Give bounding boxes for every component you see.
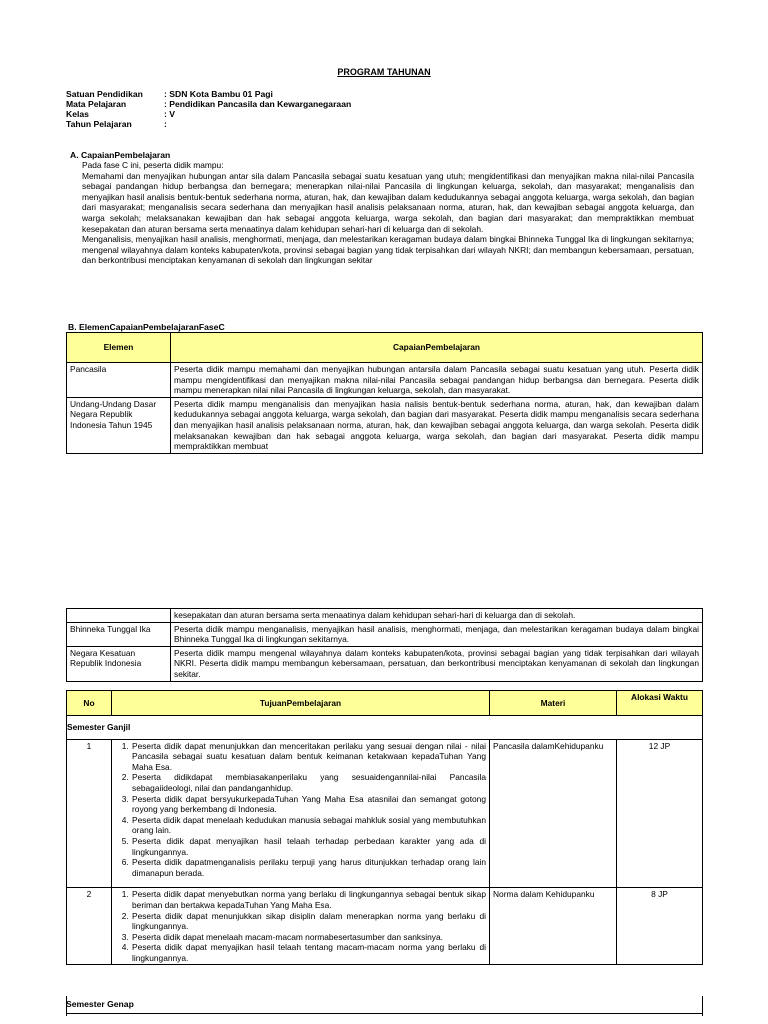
meta-value: : (164, 119, 167, 129)
section-a-paragraph-1: Memahami dan menyajikan hubungan antar sila dalam Pancasila sebagai suatu kesatuan yang utuh; mengidentifikasi dan menyajikan makna nilai-nilai Pancasila sebagai pandangan hidup berbangsa dan bernegara; menerapkan nilai-nilai Pancasila di lingkungan keluarga, sekolah, dan masyarakat; menganalisis dan menyajikan hasil analisis bentuk-bentuk sederhana norma, aturan, hak, dan kewajiban dalam kedudukannya sebagai anggota keluarga, warga sekolah, dan bagian dari masyarakat; menganalisis secara sederhana dan menyajikan hasil analisis pelaksanaan norma, aturan, hak, dan kewajiban sebagai anggota keluarga, dan warga sekolah; melaksanakan kewajiban dan hak sebagai anggota keluarga, warga sekolah, dan bagian dari masyarakat; dan mempraktikkan membuat kesepakatan dan aturan bersama serta menaatinya dalam kehidupan sehari-hari di keluarga dan di sekolah. (82, 170, 694, 234)
cp-cell: Peserta didik mampu menganalisis, menyajikan hasil analisis, menghormati, menjaga, dan melestarikan keragaman budaya dalam bingkai Bhinneka Tunggal Ika di lingkungan sekitarnya. (171, 622, 703, 646)
cp-table-page-1 (66, 332, 703, 454)
table-row (67, 646, 703, 681)
list-item: 1. Peserta didik dapat menunjukkan dan menceritakan perilaku yang sesuai dengan nilai - nilai Pancasila sebagai suatu kesatuan dalam bentuk keimanan ketakwaan kepadaTuhan Yang Maha Esa. (131, 741, 486, 773)
section-a-lead: Pada fase C ini, peserta didik mampu: (82, 160, 224, 170)
meta-row-kelas (66, 109, 351, 119)
meta-label: Tahun Pelajaran (66, 119, 132, 129)
table-row (67, 739, 703, 888)
tujuan-pembelajaran-table (66, 690, 703, 965)
elemen-cell: Undang-Undang Dasar Negara Republik Indonesia Tahun 1945 (67, 397, 171, 453)
list-item: 2. Peserta didikdapat membiasakanperilaku yang sesuaidengannilai-nilai Pancasila sebagaiideologi, nilai dan pandanganhidup. (131, 772, 486, 793)
tp-cell (112, 888, 490, 965)
section-a-heading: A. CapaianPembelajaran (70, 150, 171, 160)
meta-row-mapel (66, 99, 351, 109)
cp-cell: kesepakatan dan aturan bersama serta menaatinya dalam kehidupan sehari-hari di keluarga dan di sekolah. (171, 609, 703, 623)
table-row (67, 888, 703, 965)
semester-genap-label: Semester Genap (66, 999, 134, 1009)
cp-cell: Peserta didik mampu menganalisis dan menyajikan hasia nalisis bentuk-bentuk sederhana norma, aturan, hak, dan kewajiban dalam kedudukannya sebagai anggota keluarga, warga sekolah, dan bagian dari masyarakat. Peserta didik mampu menganalisis secara sederhana dan menyajikan hasil analisis pelaksanaan norma, aturan, hak, dan kewajiban sebagai anggota keluarga, dan warga sekolah. Peserta didik melaksanakan kewajiban dan hak sebagai anggota keluarga, warga sekolah, dan bagian dari masyarakat. Peserta didik mampu mempraktikkan membuat (171, 397, 703, 453)
column-header-no: No (67, 691, 112, 716)
alokasi-cell: 12 JP (617, 739, 703, 888)
tp-list (115, 889, 486, 963)
list-item: 5. Peserta didik dapat menyajikan hasil telaah terhadap perbedaan karakter yang ada di lingkungannya. (131, 836, 486, 857)
column-header-tp: TujuanPembelajaran (112, 691, 490, 716)
column-header-alokasi: Alokasi Waktu (617, 691, 703, 716)
table-row (67, 363, 703, 398)
column-header-cp: CapaianPembelajaran (171, 333, 703, 363)
meta-value: : V (164, 109, 175, 119)
section-a-paragraph-2: Menganalisis, menyajikan hasil analisis, menghormati, menjaga, dan melestarikan keragaman budaya dalam bingkai Bhinneka Tunggal Ika di lingkungan sekitarnya; mengenal wilayahnya dalam konteks kabupaten/kota, provinsi sebagai bagian yang tidak terpisahkan dari wilayah NKRI; dan membangun kebersamaan, persatuan, dan berkontribusi menciptakan kenyamanan di sekolah dan lingkungan sekitar (82, 234, 694, 266)
list-item: 1. Peserta didik dapat menyebutkan norma yang berlaku di lingkungannya sebagai bentuk sikap beriman dan bertakwa kepadaTuhan Yang Maha Esa. (131, 889, 486, 910)
meta-value: : Pendidikan Pancasila dan Kewarganegaraan (164, 99, 352, 109)
semester-ganjil-label: Semester Ganjil (67, 716, 703, 740)
materi-cell: Pancasila dalamKehidupanku (490, 739, 617, 888)
column-header-materi: Materi (490, 691, 617, 716)
identity-block (66, 89, 351, 129)
table-row (67, 622, 703, 646)
list-item: 4. Peserta didik dapat menelaah kedudukan manusia sebagai mahkluk sosial yang membutuhkan orang lain. (131, 815, 486, 836)
semester-row (67, 716, 703, 740)
list-item: 2. Peserta didik dapat menunjukkan sikap disiplin dalam menerapkan norma yang berlaku di lingkungannya. (131, 911, 486, 932)
list-item: 3. Peserta didik dapat bersyukurkepadaTuhan Yang Maha Esa atasnilai dan semangat gotong royong yang berkembang di Indonesia. (131, 794, 486, 815)
meta-label: Kelas (66, 109, 89, 119)
table-header-row (67, 333, 703, 363)
list-item: 4. Peserta didik dapat menyajikan hasil telaah tentang macam-macam norma yang berlaku di lingkungannya. (131, 942, 486, 963)
meta-label: Satuan Pendidikan (66, 89, 143, 99)
cp-cell: Peserta didik mampu memahami dan menyajikan hubungan antarsila dalam Pancasila sebagai suatu kesatuan yang utuh. Peserta didik mampu mengidentifikasi dan menyajikan makna nilai-nilai Pancasila sebagai pandangan hidup berbangsa dan bernegara. Peserta didik mampu menerapkan nilai nilai Pancasila di lingkungan keluarga, sekolah, dan masyarakat. (171, 363, 703, 398)
tp-cell (112, 739, 490, 888)
meta-row-satuan (66, 89, 351, 99)
alokasi-cell: 8 JP (617, 888, 703, 965)
elemen-cell: Bhinneka Tunggal Ika (67, 622, 171, 646)
table-header-row (67, 691, 703, 716)
cp-table-page-2 (66, 608, 703, 682)
row-number: 1 (67, 739, 112, 888)
list-item: 3. Peserta didik dapat menelaah macam-macam normabesertasumber dan sanksinya. (131, 932, 486, 943)
cp-cell: Peserta didik mampu mengenal wilayahnya dalam konteks kabupaten/kota, provinsi sebagai bagian yang tidak terpisahkan dari wilayah NKRI. Peserta didik mampu membangun kebersamaan, persatuan, dan berkontribusi menciptakan kenyamanan di sekolah dan lingkungan sekitar. (171, 646, 703, 681)
elemen-cell: Negara Kesatuan Republik Indonesia (67, 646, 171, 681)
column-header-elemen: Elemen (67, 333, 171, 363)
meta-value: : SDN Kota Bambu 01 Pagi (164, 89, 273, 99)
meta-row-tahun (66, 119, 351, 129)
row-number: 2 (67, 888, 112, 965)
list-item: 6. Peserta didik dapatmenganalisis perilaku terpuji yang harus ditunjukkan terhadap orang lain dimanapun berada. (131, 857, 486, 878)
elemen-cell (67, 609, 171, 623)
elemen-cell: Pancasila (67, 363, 171, 398)
section-b-heading: B. ElemenCapaianPembelajaranFaseC (68, 322, 225, 332)
meta-label: Mata Pelajaran (66, 99, 127, 109)
page-title: PROGRAM TAHUNAN (337, 67, 431, 77)
tp-list (115, 741, 486, 879)
table-row (67, 397, 703, 453)
table-row (67, 609, 703, 623)
section-a-body (82, 160, 694, 266)
table-border-bottom (66, 1013, 703, 1014)
materi-cell: Norma dalam Kehidupanku (490, 888, 617, 965)
